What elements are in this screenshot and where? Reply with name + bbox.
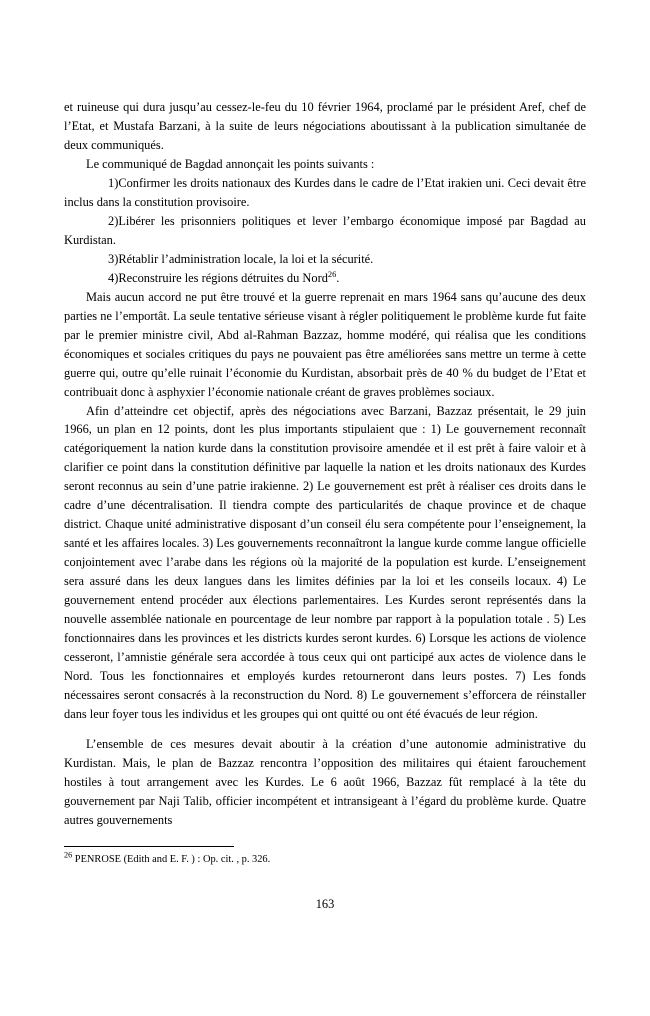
list-item-suffix: .: [336, 270, 340, 285]
footnote-reference-marker: 26: [327, 269, 337, 279]
list-item-text: Libérer les prisonniers politiques et lever l’embargo économique imposé par Bagdad au Kurdistan.: [64, 213, 586, 247]
paragraph-twelve-point-plan: Afin d’atteindre cet objectif, après des négociations avec Barzani, Bazzaz présentait, le 29 juin 1966, un plan en 12 points, dont les plus importants stipulaient que : 1) Le gouvernement reconnaît catégoriquement la nation kurde dans la constitution provisoire amendée et il est prêt à faire valoir et à clarifier ce point dans la constitution définitive par laquelle la nation et les droits nationaux des Kurdes seront reconnus au sein d’une patrie irakienne. 2) Le gouvernement est prêt à réaliser ces droits dans le cadre d’une décentralisation. Il tiendra compte des particularités de chaque province et de chaque district. Chaque unité administrative disposant d’un conseil élu sera compétente pour l’enseignement, la santé et les affaires locales. 3) Les gouvernements reconnaîtront la langue kurde comme langue officielle conjointement avec l’arabe dans les régions où la majorité de la population est kurde. L’enseignement sera assuré dans les deux langues dans les limites définies par la loi et les conseils locaux. 4) Le gouvernement entend procéder aux élections parlementaires. Les Kurdes seront représentés dans la nouvelle assemblée nationale en pourcentage de leur nombre par rapport à la population totale . 5) Les fonctionnaires dans les provinces et les districts kurdes seront kurdes. 6) Lorsque les actions de violence cesseront, l’amnistie générale sera accordée à tous ceux qui ont participé aux actes de violence dans le Nord. Tous les fonctionnaires et employés kurdes retourneront dans leurs postes. 7) Les fonds nécessaires seront consacrés à la reconstruction du Nord. 8) Le gouvernement s’efforcera de réinstaller dans leur foyer tous les individus et les groupes qui ont quitté ou ont été évacués de leur région.: [64, 403, 586, 721]
paragraph-conclusion: L’ensemble de ces mesures devait aboutir à la création d’une autonomie administrative du Kurdistan. Mais, le plan de Bazzaz rencontra l’opposition des militaires qui étaient farouchement hostiles à tout arrangement avec les Kurdes. Le 6 août 1966, Bazzaz fût remplacé à la tête du gouvernement par Naji Talib, officier incompétent et intransigeant à l’égard du problème kurde. Quatre autres gouvernements: [64, 736, 586, 827]
list-item-number: 3): [108, 251, 119, 266]
footnote-text: PENROSE (Edith and E. F. ) : Op. cit. , p. 326.: [74, 854, 271, 865]
list-item-number: 4): [108, 270, 119, 285]
list-item-number: 1): [108, 175, 119, 190]
paragraph-bazzaz-context: Mais aucun accord ne put être trouvé et la guerre reprenait en mars 1964 sans qu’aucune des deux parties ne l’emportât. La seule tentative sérieuse visant à régler politiquement le problème kurde fut faite par le premier ministre civil, Abd al-Rahman Bazzaz, homme modéré, qui réalisa que les conditions économiques et sociales critiques du pays ne pouvaient pas être améliorées sans mettre un terme à cette guerre qui, outre qu’elle ruinait l’économie du Kurdistan, absorbait près de 40 % du budget de l’Etat et contribuait donc à asphyxier l’économie nationale créant de graves problèmes sociaux.: [64, 289, 586, 399]
list-item: [64, 212, 586, 250]
page-body: [64, 98, 586, 830]
paragraph-opening: et ruineuse qui dura jusqu’au cessez-le-feu du 10 février 1964, proclamé par le président Aref, chef de l’Etat, et Mustafa Barzani, à la suite de leurs négociations aboutissant à la publication simultanée de deux communiqués.: [64, 100, 586, 152]
numbered-list: [64, 174, 586, 288]
footnote-separator: [64, 846, 234, 847]
list-item: [64, 269, 586, 288]
list-item-number: 2): [108, 213, 119, 228]
page-number: 163: [315, 897, 335, 911]
list-item: [64, 250, 586, 269]
footnote-number: 26: [64, 850, 73, 860]
footnote: [64, 850, 586, 867]
list-item: [64, 174, 586, 212]
list-item-text: Reconstruire les régions détruites du Nord: [118, 270, 328, 285]
list-item-text: Rétablir l’administration locale, la loi et la sécurité.: [118, 251, 374, 266]
paragraph-communique-intro: Le communiqué de Bagdad annonçait les points suivants :: [86, 156, 375, 171]
list-item-text: Confirmer les droits nationaux des Kurdes dans le cadre de l’Etat irakien uni. Ceci devait être inclus dans la constitution provisoire.: [64, 175, 586, 209]
